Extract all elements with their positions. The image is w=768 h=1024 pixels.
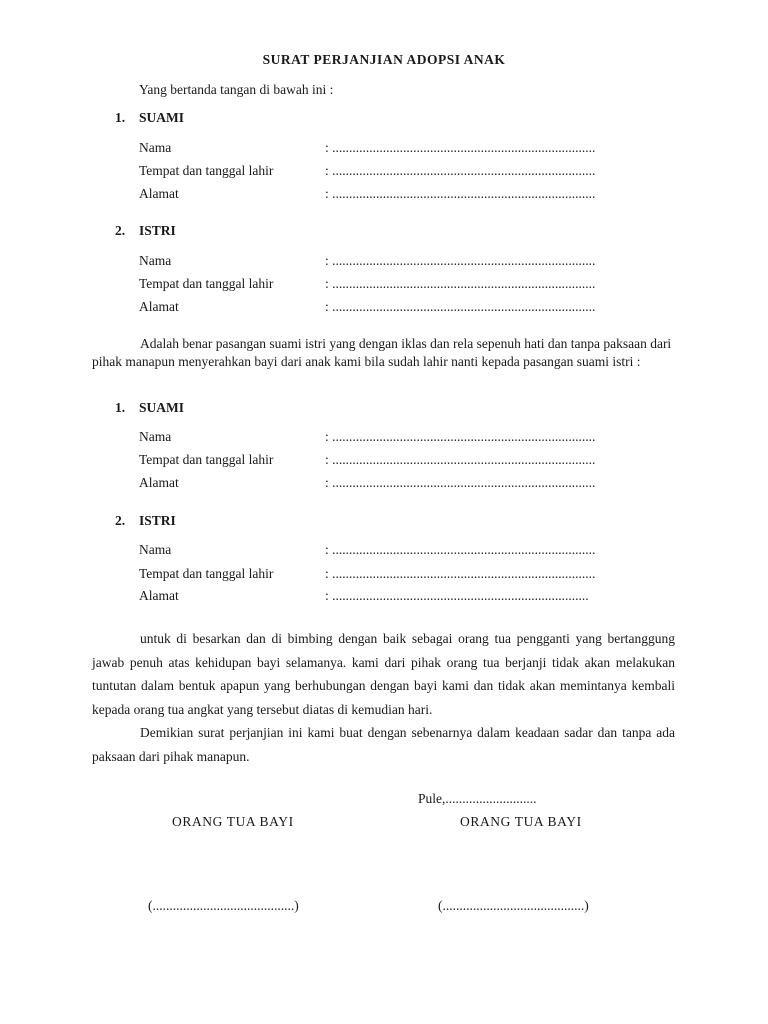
field-label-address: Alamat [139,475,179,490]
section-title: SUAMI [139,400,185,415]
body-paragraph: untuk di besarkan dan di bimbing dengan baik sebagai orang tua pengganti yang bertanggung jawab penuh atas kehidupan bayi selamanya. kami dari pihak orang tua berjanji tidak akan melakukan tuntutan dalam bentuk apapun yang berhubungan dengan bayi kami dan tidak akan memintanya kembali kepada orang tua angkat yang tersebut diatas di kemudian hari. [92,631,675,717]
field-blank-name: : .............................................................................. [325,140,596,155]
signature-left-label: ORANG TUA BAYI [172,814,294,829]
field-label-name: Nama [139,253,172,268]
signature-right-label: ORANG TUA BAYI [460,814,582,829]
field-blank-address: : .............................................................................. [325,475,596,490]
field-label-address: Alamat [139,588,179,603]
body-text [92,627,675,768]
field-label-birth: Tempat dan tanggal lahir [139,452,274,467]
field-blank-name: : .............................................................................. [325,429,596,444]
section-number: 1. [115,110,126,125]
field-label-name: Nama [139,429,172,444]
field-blank-birth: : .............................................................................. [325,566,596,581]
section-title: ISTRI [139,223,176,238]
section-number: 1. [115,400,126,415]
middle-paragraph-block [92,335,675,370]
field-label-address: Alamat [139,299,179,314]
field-blank-address: : .............................................................................. [325,186,596,201]
field-label-birth: Tempat dan tanggal lahir [139,566,274,581]
middle-paragraph: Adalah benar pasangan suami istri yang dengan iklas dan rela sepenuh hati dan tanpa paksaan dari pihak manapun menyerahkan bayi dari anak kami bila sudah lahir nanti kepada pasangan suami istri : [92,336,672,369]
field-blank-name: : .............................................................................. [325,542,596,557]
field-blank-birth: : .............................................................................. [325,276,596,291]
field-label-birth: Tempat dan tanggal lahir [139,163,274,178]
document-title: SURAT PERJANJIAN ADOPSI ANAK [262,52,506,67]
field-label-name: Nama [139,140,172,155]
signature-right-line: (..........................................) [438,898,589,913]
section-number: 2. [115,513,126,528]
field-blank-address: : ............................................................................ [325,588,589,603]
field-blank-birth: : .............................................................................. [325,163,596,178]
closing-paragraph: Demikian surat perjanjian ini kami buat dengan sebenarnya dalam keadaan sadar dan tanpa ada paksaan dari pihak manapun. [92,725,675,764]
place-date: Pule,........................... [418,791,537,806]
section-title: SUAMI [139,110,185,125]
section-title: ISTRI [139,513,176,528]
field-label-name: Nama [139,542,172,557]
intro-text: Yang bertanda tangan di bawah ini : [139,82,334,97]
section-number: 2. [115,223,126,238]
signature-left-line: (..........................................) [148,898,299,913]
field-blank-name: : .............................................................................. [325,253,596,268]
field-blank-address: : .............................................................................. [325,299,596,314]
field-label-address: Alamat [139,186,179,201]
field-label-birth: Tempat dan tanggal lahir [139,276,274,291]
field-blank-birth: : .............................................................................. [325,452,596,467]
